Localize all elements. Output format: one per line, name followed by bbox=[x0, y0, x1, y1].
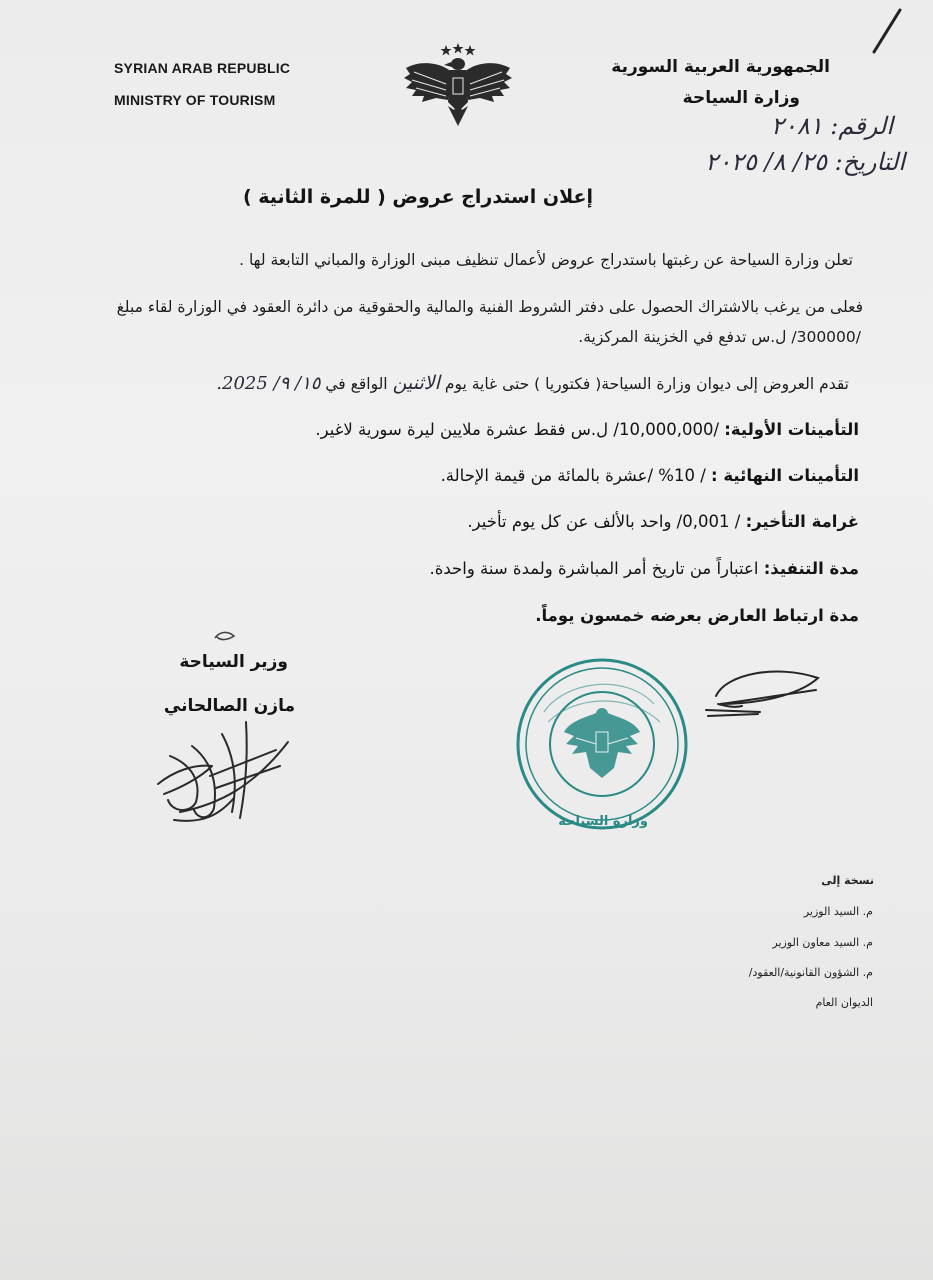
term-value: / 10% /عشرة بالمائة من قيمة الإحالة. bbox=[440, 466, 712, 485]
term-offer-validity bbox=[535, 606, 859, 625]
reference-number bbox=[771, 112, 893, 140]
signatory-name: مازن الصالحاني bbox=[163, 696, 295, 716]
paragraph-conditions-line1: فعلى من يرغب بالاشتراك الحصول على دفتر الشروط الفنية والمالية والحقوقية من دائرة العقود في الوزارة لقاء مبلغ bbox=[116, 298, 863, 316]
term-value: / 0,001/ واحد بالألف عن كل يوم تأخير. bbox=[467, 512, 746, 531]
ministry-name-ar: وزارة السياحة bbox=[682, 88, 800, 108]
paragraph-intro: تعلن وزارة السياحة عن رغبتها باستدراج عروض لأعمال تنظيف مبنى الوزارة والمباني التابعة لها . bbox=[239, 251, 853, 269]
submission-date: ١٥/ ٩/ 2025. bbox=[216, 373, 321, 394]
date-value: ٢٥/ ٨/ ٢٠٢٥ bbox=[705, 148, 827, 176]
reference-value: ٢٠٨١ bbox=[771, 112, 823, 140]
term-label: غرامة التأخير: bbox=[745, 512, 859, 531]
term-execution-period bbox=[429, 559, 859, 578]
term-final-guarantee bbox=[441, 466, 859, 485]
pen-mark bbox=[860, 6, 910, 58]
eagle-emblem-icon bbox=[400, 40, 516, 128]
ministry-name-en: MINISTRY OF TOURISM bbox=[114, 92, 276, 108]
copy-recipient-diwan: الديوان العام bbox=[815, 996, 873, 1009]
seal-text: وزارة السياحة bbox=[558, 814, 648, 829]
term-initial-guarantee bbox=[315, 420, 859, 439]
submission-day: الاثنين bbox=[392, 372, 440, 394]
republic-name-ar: الجمهورية العربية السورية bbox=[611, 57, 830, 77]
pen-dot-mark bbox=[212, 628, 238, 644]
republic-name-en: SYRIAN ARAB REPUBLIC bbox=[114, 60, 291, 76]
term-value: /10,000,000/ ل.س فقط عشرة ملايين ليرة سورية لاغير. bbox=[315, 420, 725, 439]
official-seal bbox=[514, 652, 690, 838]
date-label: التاريخ: bbox=[834, 148, 905, 176]
submission-text: تقدم العروض إلى ديوان وزارة السياحة( فكتوريا ) حتى غاية يوم bbox=[444, 375, 849, 393]
reference-label: الرقم: bbox=[830, 112, 893, 140]
submission-located: الواقع في bbox=[325, 375, 388, 393]
announcement-title: إعلان استدراج عروض ( للمرة الثانية ) bbox=[242, 186, 593, 208]
copies-heading: نسخة إلى bbox=[821, 874, 874, 887]
copy-recipient-legal: م. الشؤون القانونية/العقود/ bbox=[748, 966, 873, 979]
issue-date bbox=[705, 148, 905, 176]
secondary-signature bbox=[700, 660, 828, 722]
term-label: التأمينات النهائية : bbox=[711, 466, 859, 485]
term-delay-penalty bbox=[467, 512, 859, 531]
term-label: مدة التنفيذ: bbox=[763, 559, 859, 578]
minister-signature bbox=[150, 716, 295, 831]
signatory-title: وزير السياحة bbox=[179, 652, 288, 672]
copy-recipient-deputy: م. السيد معاون الوزير bbox=[772, 936, 873, 949]
paragraph-conditions-line2: /300000/ ل.س تدفع في الخزينة المركزية. bbox=[578, 328, 861, 346]
paragraph-submission bbox=[216, 372, 849, 394]
term-label: التأمينات الأولية: bbox=[724, 420, 859, 439]
copy-recipient-minister: م. السيد الوزير bbox=[803, 905, 873, 918]
term-label: مدة ارتباط العارض بعرضه خمسون يوماً. bbox=[535, 606, 859, 625]
term-value: اعتباراً من تاريخ أمر المباشرة ولمدة سنة واحدة. bbox=[429, 559, 764, 578]
